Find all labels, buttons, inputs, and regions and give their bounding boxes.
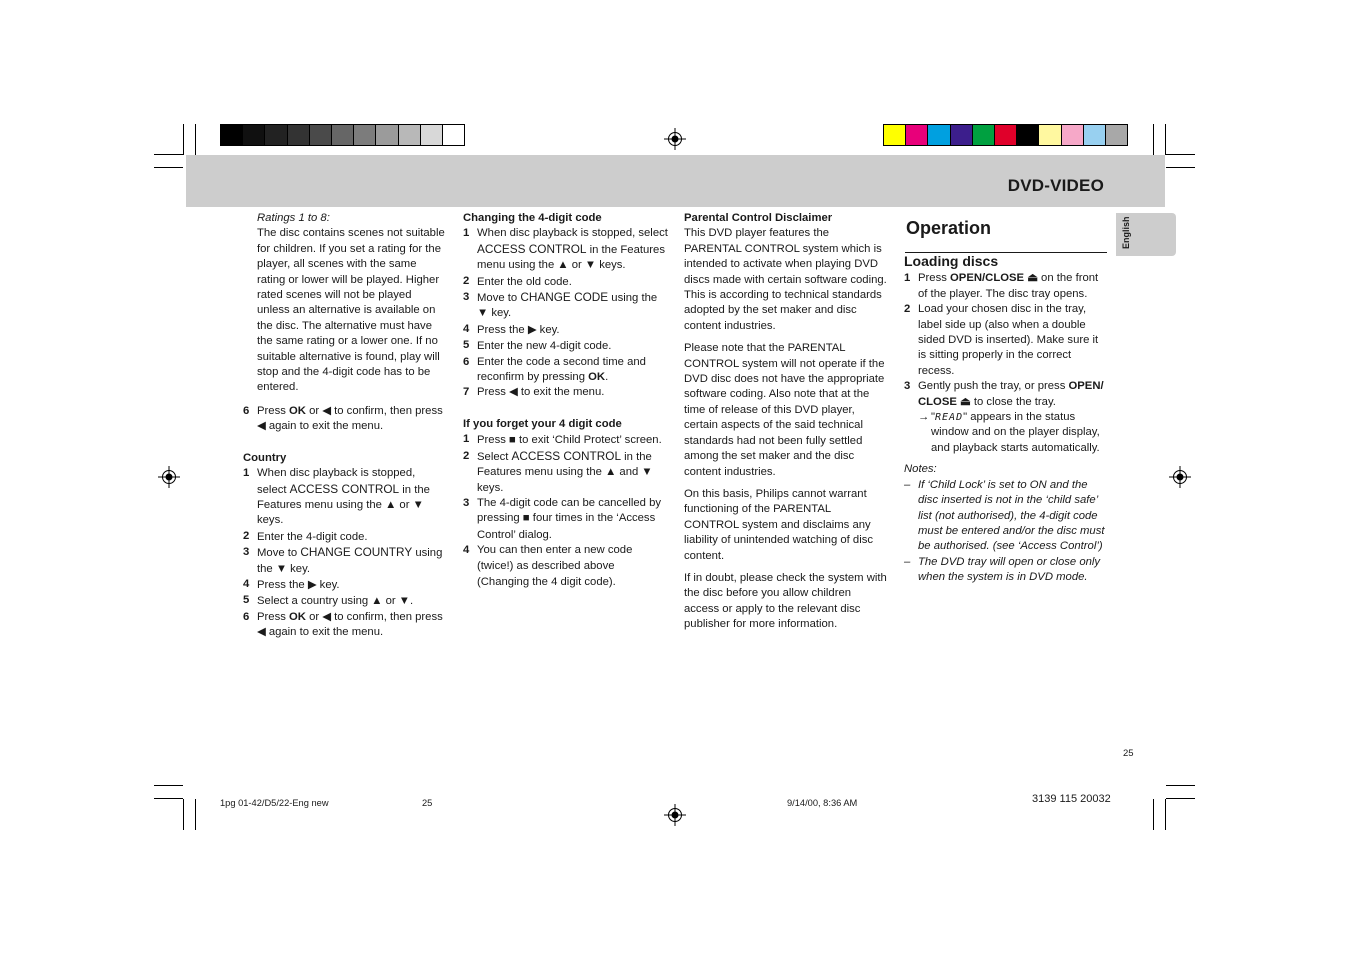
language-tab: English <box>1116 213 1176 256</box>
disclaimer-paragraph: On this basis, Philips cannot warrant functioning of the PARENTAL CONTROL system and disclaims any liability of unintended watching of disc content. <box>684 487 874 562</box>
registration-mark-icon <box>664 804 686 826</box>
registration-mark-icon <box>158 466 180 488</box>
column-1 <box>243 211 447 641</box>
disclaimer-paragraph: This DVD player features the PARENTAL CONTROL system which is intended to activate when playing DVD discs made with certain software coding. This is according to technical standards adopted by the set maker and disc content industries. <box>684 227 887 332</box>
change-code-heading: Changing the 4-digit code <box>463 212 602 224</box>
notes-list <box>904 478 1108 586</box>
section-title: Operation <box>906 218 992 238</box>
list-item: 1 When disc playback is stopped, select ACCESS CONTROL in the Features menu using the ▲ or ▼ keys. <box>243 467 430 527</box>
list-item: 6 Press OK or ◀ to confirm, then press ◀ again to exit the menu. <box>243 610 443 639</box>
note-item: – The DVD tray will open or close only when the system is in DVD mode. <box>904 555 1101 584</box>
list-item: 2 Load your chosen disc in the tray, label side up (also when a double sided DVD is inserted). Make sure it is sitting properly in the correct recess. <box>904 303 1099 377</box>
footer-date: 9/14/00, 8:36 AM <box>787 798 858 808</box>
forget-code-heading: If you forget your 4 digit code <box>463 417 622 430</box>
color-swatch <box>951 125 973 145</box>
country-steps <box>243 466 447 610</box>
color-swatch <box>995 125 1017 145</box>
list-item: 4 Press the ▶ key. <box>243 577 340 591</box>
color-swatch <box>399 125 421 145</box>
color-swatch <box>265 125 287 145</box>
list-item: 3 Move to CHANGE CODE using the ▼ key. <box>463 290 658 320</box>
page-number: 25 <box>1123 748 1134 759</box>
registration-mark-icon <box>664 128 686 150</box>
color-swatch <box>376 125 398 145</box>
color-swatch <box>310 125 332 145</box>
list-item: 2 Enter the old code. <box>463 274 572 288</box>
list-item: 5 Enter the new 4-digit code. <box>463 339 612 353</box>
list-item: 5 Select a country using ▲ or ▼. <box>243 594 414 608</box>
column-2 <box>463 211 668 590</box>
list-item: 2 Select ACCESS CONTROL in the Features menu using the ▲ and ▼ keys. <box>463 448 653 494</box>
disclaimer-heading: Parental Control Disclaimer <box>684 212 833 224</box>
color-swatch <box>1084 125 1106 145</box>
list-item: 6 Enter the code a second time and reconfirm by pressing OK. <box>463 355 646 384</box>
color-swatch <box>1062 125 1084 145</box>
color-swatch <box>884 125 906 145</box>
list-item: 3 The 4-digit code can be cancelled by pressing ■ four times in the ‘Access Control’ dialog. <box>463 496 662 541</box>
color-swatch <box>1039 125 1061 145</box>
page-title: DVD-VIDEO <box>1007 176 1104 195</box>
color-swatch <box>1106 125 1127 145</box>
color-swatch <box>243 125 265 145</box>
column-4 <box>904 254 1108 586</box>
forget-code-steps <box>463 432 668 590</box>
color-swatch <box>906 125 928 145</box>
color-swatch <box>443 125 464 145</box>
list-item: 1 Press OPEN/CLOSE ⏏ on the front of the player. The disc tray opens. <box>904 272 1099 300</box>
list-item: 4 You can then enter a new code (twice!) as described above (Changing the 4 digit code). <box>463 544 633 588</box>
list-item: 3 Move to CHANGE COUNTRY using the ▼ key. <box>243 545 443 575</box>
color-swatch <box>332 125 354 145</box>
note-item: – If ‘Child Lock’ is set to ON and the disc inserted is not in the ‘child safe’ list (not authorised), the 4-digit code must be entered and/or the disc must be authorised. (see ‘Access Control’) <box>904 478 1105 553</box>
list-item: 6 Press OK or ◀ to confirm, then press ◀ again to exit the menu. <box>243 404 443 433</box>
grayscale-color-bar <box>220 124 465 146</box>
list-item: 7 Press ◀ to exit the menu. <box>463 386 605 399</box>
notes-heading: Notes: <box>904 463 937 476</box>
subsection-title: Loading discs <box>904 253 999 269</box>
disclaimer-paragraph: Please note that the PARENTAL CONTROL system will not operate if the DVD disc does not have the appropriate software coding. Also note that at the time of release of this DVD player, certain aspects of the said technical standards had not been fully settled among the set maker and the disc content industries. <box>684 342 885 478</box>
footer-code: 3139 115 20032 <box>1032 793 1111 805</box>
list-item: 1 When disc playback is stopped, select ACCESS CONTROL in the Features menu using the ▲ or ▼ keys. <box>463 227 668 272</box>
lcd-display-text: READ <box>935 412 964 424</box>
footer-page: 25 <box>422 798 433 808</box>
ratings-heading: Ratings 1 to 8: <box>257 212 330 224</box>
list-item: 2 Enter the 4-digit code. <box>243 529 368 543</box>
list-item: 1 Press ■ to exit ‘Child Protect’ screen. <box>463 433 662 447</box>
color-swatch <box>973 125 995 145</box>
disclaimer-paragraph: If in doubt, please check the system with the disc before you allow children access or apply to the relevant disc publisher for more information. <box>684 571 887 631</box>
ratings-text: The disc contains scenes not suitable for children. If you set a rating for the player, all scenes with the same rating or lower will be played. Higher rated scenes will not be played unless an alternative is available on the disc. The alternative must have the same rating or a lower one. If no suitable alternative is found, play will stop and the 4-digit code has to be entered. <box>257 227 445 394</box>
color-swatch <box>288 125 310 145</box>
registration-mark-icon <box>1169 466 1191 488</box>
list-item: 4 Press the ▶ key. <box>463 322 560 336</box>
footer-file: 1pg 01-42/D5/22-Eng new <box>220 798 329 808</box>
color-swatch <box>221 125 243 145</box>
color-swatch <box>928 125 950 145</box>
arrow-icon: → <box>918 411 930 424</box>
process-color-bar <box>883 124 1128 146</box>
color-swatch <box>1017 125 1039 145</box>
country-heading: Country <box>243 451 287 464</box>
column-3 <box>684 211 887 633</box>
list-item: 3 Gently push the tray, or press OPEN/ CLOSE ⏏ to close the tray. <box>904 380 1104 408</box>
change-code-steps <box>463 226 668 354</box>
color-swatch <box>421 125 443 145</box>
color-swatch <box>354 125 376 145</box>
result-line: → "READ" appears in the status window and on the player display, and playback starts automatically. <box>904 410 1108 456</box>
